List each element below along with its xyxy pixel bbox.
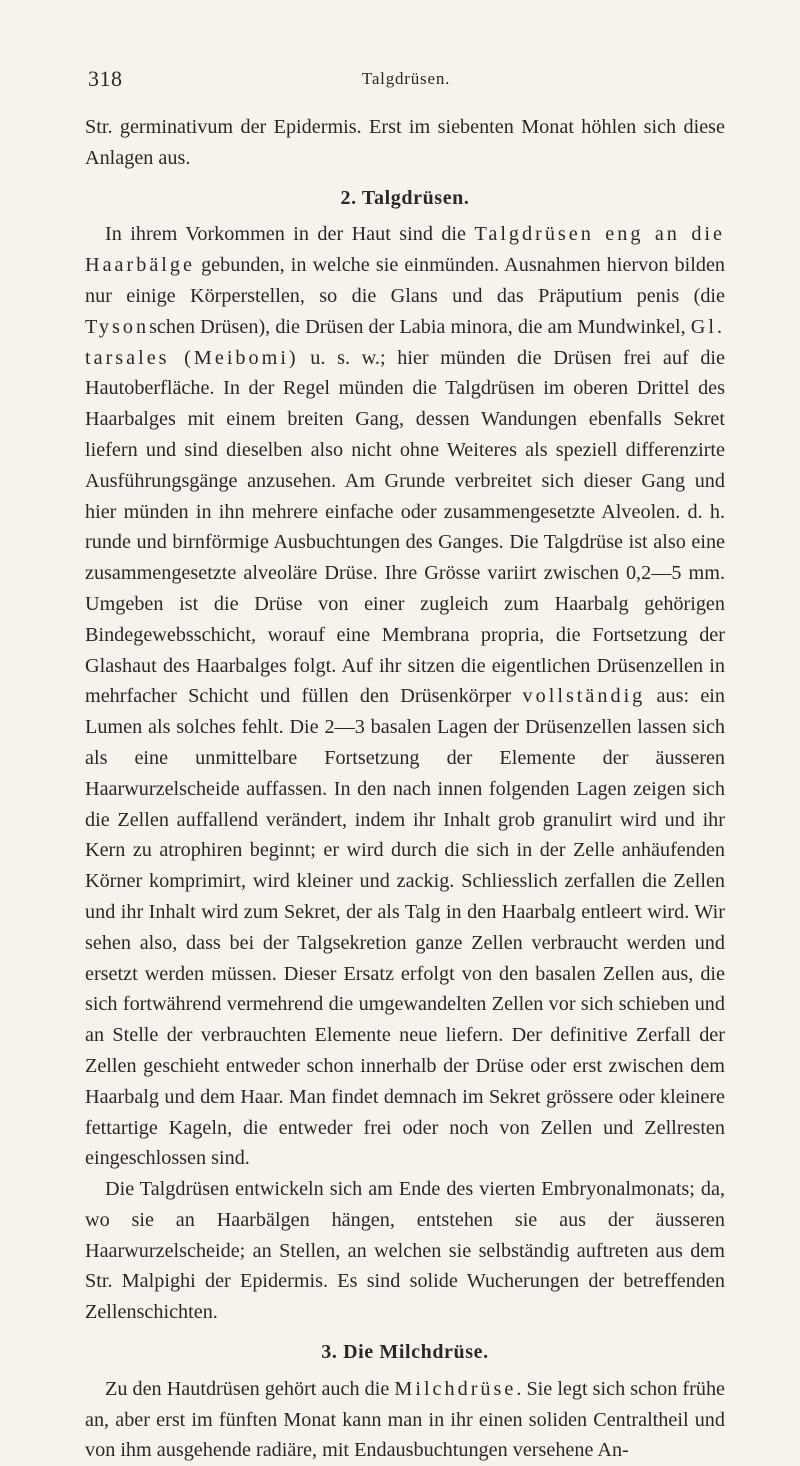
talgdruesen-paragraph-2: Die Talgdrüsen entwickeln sich am Ende des vierten Embryonalmonats; da, wo sie an Haarbälgen hängen, entstehen sie aus der äusseren Haarwurzelscheide; an Stellen, an welchen sie selbständig auftreten aus dem Str. Malpighi der Epidermis. Es sind solide Wucherungen der betreffenden Zellenschichten. xyxy=(85,1178,725,1324)
spaced-term: Talgdrüsen eng an die Haarbälge xyxy=(85,223,725,277)
section-heading-milchdruese: 3. Die Milchdrüse. xyxy=(321,1341,489,1364)
spaced-term: vollständig xyxy=(522,685,646,708)
text-run: Zu den Hautdrüsen gehört auch die xyxy=(105,1377,395,1400)
text-run: aus: ein Lumen als solches fehlt. Die 2—3 basalen Lagen der Drüsenzellen lassen sich als eine unmittelbare Fortsetzung der Elemente der äusseren Haarwurzelscheide auffassen. In den nach innen folgenden Lagen zeigen sich die Zellen auffallend verändert, indem ihr Inhalt grob granulirt wird und ihr Kern zu atrophiren beginnt; er wird durch die sich in der Zelle anhäufenden Körner komprimirt, wird kleiner und zackig. Schliesslich zerfallen die Zellen und ihr Inhalt wird zum Sekret, der als Talg in den Haarbalg entleert wird. Wir sehen also, dass bei der Talgsekretion ganze Zellen verbraucht werden und ersetzt werden müssen. Dieser Ersatz erfolgt von den basalen Zellen aus, die sich fortwährend vermehrend die umgewandelten Zellen vor sich schieben und an Stelle der verbrauchten Elemente neue liefern. Der definitive Zerfall der Zellen geschieht entweder schon innerhalb der Drüse oder erst zwischen dem Haarbalg und dem Haar. Man findet demnach im Sekret grössere oder kleinere fettartige Kageln, die entweder frei oder noch von Zellen und Zellresten eingeschlossen sind. xyxy=(85,685,725,1170)
text-run: In ihrem Vorkommen in der Haut sind die xyxy=(105,223,475,246)
talgdruesen-paragraph-1 xyxy=(85,219,725,1174)
spaced-term: Milchdrüse xyxy=(394,1377,517,1400)
milchdruese-paragraph-1 xyxy=(85,1374,725,1466)
spaced-term: Tyson xyxy=(85,315,150,338)
page-number: 318 xyxy=(88,66,123,91)
text-run: u. s. w.; hier münden die Drüsen frei auf die Hautoberfläche. In der Regel münden die Talgdrüsen im oberen Drittel des Haarbalges mit einem breiten Gang, dessen Wandungen ebenfalls Sekret liefern und sind dieselben also nicht ohne Weiteres als speziell differenzirte Ausführungsgänge anzusehen. Am Grunde verbreitet sich dieser Gang und hier münden in ihn mehrere einfache oder zusammengesetzte Alveolen. d. h. runde und birnförmige Ausbuchtungen des Ganges. Die Talgdrüse ist also eine zusammengesetzte alveoläre Drüse. Ihre Grösse variirt zwischen 0,2—5 mm. Umgeben ist die Drüse von einer zugleich zum Haarbalg gehörigen Bindegewebsschicht, worauf eine Membrana propria, die Fortsetzung der Glashaut des Haarbalges folgt. Auf ihr sitzen die eigentlichen Drüsenzellen in mehrfacher Schicht und füllen den Drüsenkörper xyxy=(85,346,726,708)
running-head xyxy=(88,66,724,94)
text-run: gebunden, in welche sie einmünden. Ausnahmen hiervon bilden nur einige Körperstellen, so die Glans und das Präputium penis (die xyxy=(85,254,725,307)
text-run: schen Drüsen), die Drüsen der Labia minora, die am Mundwinkel, xyxy=(149,315,691,338)
spaced-term: Gl. tarsales (Meibomi) xyxy=(85,315,725,369)
running-head-title: Talgdrüsen. xyxy=(361,69,451,88)
intro-paragraph: Str. germinativum der Epidermis. Erst im siebenten Monat höhlen sich diese Anlagen aus. xyxy=(85,116,725,169)
text-run: . Sie legt sich schon frühe an, aber erst im fünften Monat kann man in ihr einen soliden Centraltheil und von ihm ausgehende radiäre, mit Endausbuchtungen versehene An- xyxy=(85,1377,726,1462)
section-heading-talgdruesen: 2. Talgdrüsen. xyxy=(340,186,470,209)
body-text xyxy=(85,112,725,1466)
